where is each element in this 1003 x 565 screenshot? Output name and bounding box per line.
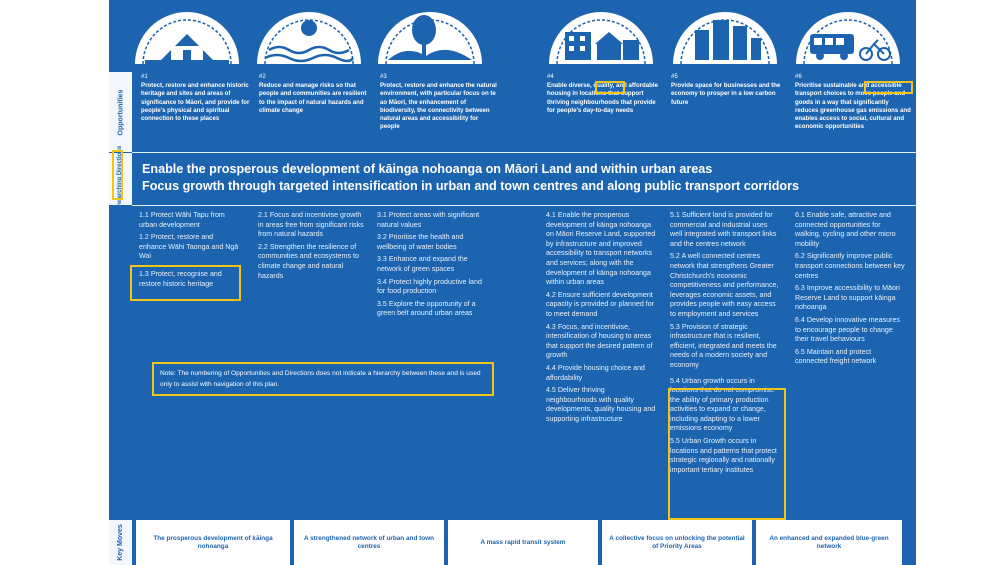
- tree-landscape-icon: [374, 0, 486, 64]
- direction-2: Focus growth through targeted intensification in urban and town centres and along public transport corridors: [142, 179, 800, 193]
- direction-item: 6.4 Develop innovative measures to encourage people to change their travel behaviours: [795, 315, 900, 344]
- direction-item: 4.5 Deliver thriving neighbourhoods with quality developments, quality housing and supporting infrastructure: [546, 386, 656, 423]
- divider: [132, 152, 916, 153]
- direction-item: 3.2 Prioritise the health and wellbeing of water bodies: [377, 233, 464, 251]
- directions-column-1: [139, 211, 241, 292]
- direction-item: 1.2 Protect, restore and enhance Wāhi Taonga and Ngā Wai: [139, 233, 239, 261]
- direction-item: 5.2 A well connected centres network that strengthens Greater Christchurch's economic competitiveness and performance, leverages economic assets, and provides people with easy access to employment and services: [670, 252, 779, 318]
- houses-icon: [545, 0, 657, 64]
- direction-item: 6.1 Enable safe, attractive and connected opportunities for walking, cycling and other micro mobility: [795, 211, 896, 248]
- direction-item: 3.1 Protect areas with significant natural values: [377, 211, 480, 229]
- key-move-4: A collective focus on unlocking the potential of Priority Areas: [602, 520, 752, 565]
- bus-bike-icon: [792, 0, 904, 64]
- opportunity-2: #2 Reduce and manage risks so that people and communities are resilient to the impact of natural hazards and climate change: [259, 73, 367, 114]
- opportunity-3: #3 Protect, restore and enhance the natural environment, with particular focus on te ao Māori, the enhancement of biodiversity, the connectivity between natural areas and accessibility for people: [380, 73, 497, 131]
- directions-column-3: [377, 211, 487, 322]
- direction-item: 1.1 Protect Wāhi Tapu from urban development: [139, 211, 225, 229]
- directions-column-5: [670, 211, 780, 478]
- numbering-note: Note: The numbering of Opportunities and Directions does not indicate a hierarchy between these and is used only to assist with navigation of this plan.: [152, 362, 494, 396]
- overarching-directions: [142, 161, 799, 195]
- direction-item: 5.4 Urban growth occurs in locations that do not compromise the ability of primary production activities to expand or change, including adapting to a lower emissions economy: [670, 376, 775, 433]
- direction-item: 6.3 Improve accessibility to Māori Reserve Land to support kāinga nohoanga: [795, 284, 900, 312]
- key-move-5: An enhanced and expanded blue-green network: [756, 520, 902, 565]
- direction-item: 4.2 Ensure sufficient development capacity is provided or planned for to meet demand: [546, 290, 655, 318]
- spatial-plan-board: [109, 0, 916, 565]
- opportunities-side-label: Opportunities: [109, 72, 132, 152]
- key-moves-side-label: Key Moves: [109, 520, 132, 565]
- direction-item: 4.4 Provide housing choice and affordability: [546, 363, 645, 382]
- opportunity-4: #4 Enable diverse, quality, and affordable housing in locations that support thriving neighbourhoods that provide for people's day-to-day needs: [547, 73, 658, 114]
- directions-column-6: [795, 211, 905, 370]
- direction-item: 5.1 Sufficient land is provided for commercial and industrial uses well integrated with transport links and the centres network: [670, 211, 777, 248]
- direction-1: Enable the prosperous development of kāinga nohoanga on Māori Land and within urban areas: [142, 162, 713, 176]
- direction-item: 4.1 Enable the prosperous development of kāinga nohoanga on Māori Reserve Land, supported by infrastructure and improved accessibility to transport networks and services; along with the development of kāinga nohoanga within urban areas: [546, 211, 656, 287]
- direction-item: 3.4 Protect highly productive land for food production: [377, 277, 482, 296]
- direction-item: 6.5 Maintain and protect connected freight network: [795, 347, 877, 366]
- direction-item: 6.2 Significantly improve public transport connections between key centres: [795, 252, 905, 280]
- direction-item: 2.1 Focus and incentivise growth in areas free from significant risks from natural hazards: [258, 211, 364, 239]
- opportunity-1: #1 Protect, restore and enhance historic heritage and sites and areas of significance to Māori, and provide for people's physical and spiritual connection to these places: [141, 73, 250, 123]
- sea-landscape-icon: [253, 0, 365, 64]
- marae-icon: [131, 0, 243, 64]
- key-move-3: A mass rapid transit system: [448, 520, 598, 565]
- direction-item: 2.2 Strengthen the resilience of communities and ecosystems to climate change and natural hazards: [258, 242, 359, 280]
- divider: [132, 205, 916, 206]
- opportunity-5: #5 Provide space for businesses and the economy to prosper in a low carbon future: [671, 73, 781, 106]
- directions-side-label: Overarching Directions: [109, 153, 132, 205]
- direction-item: 5.3 Provision of strategic infrastructure that is resilient, efficient, integrated and meets the needs of a modern society and economy: [670, 322, 777, 369]
- direction-item: 3.5 Explore the opportunity of a green belt around urban areas: [377, 299, 476, 318]
- key-move-2: A strengthened network of urban and town centres: [294, 520, 444, 565]
- directions-column-4: [546, 211, 656, 427]
- opportunity-6: #6 Prioritise sustainable and accessible transport choices to move people and goods in a way that significantly reduces greenhouse gas emissions and enables access to social, cultural and economic opportunities: [795, 73, 911, 131]
- direction-item: 3.3 Enhance and expand the network of green spaces: [377, 255, 468, 273]
- direction-item: 4.3 Focus, and incentivise, intensification of housing to areas that support the desired pattern of growth: [546, 322, 653, 360]
- city-buildings-icon: [669, 0, 781, 64]
- direction-item: 5.5 Urban Growth occurs in locations and patterns that protect strategic regionally and nationally important tertiary institutes: [670, 437, 777, 474]
- directions-column-2: [258, 211, 368, 284]
- direction-item: 1.3 Protect, recognise and restore historic heritage: [139, 269, 222, 288]
- key-move-1: The prosperous development of kāinga nohoanga: [136, 520, 290, 565]
